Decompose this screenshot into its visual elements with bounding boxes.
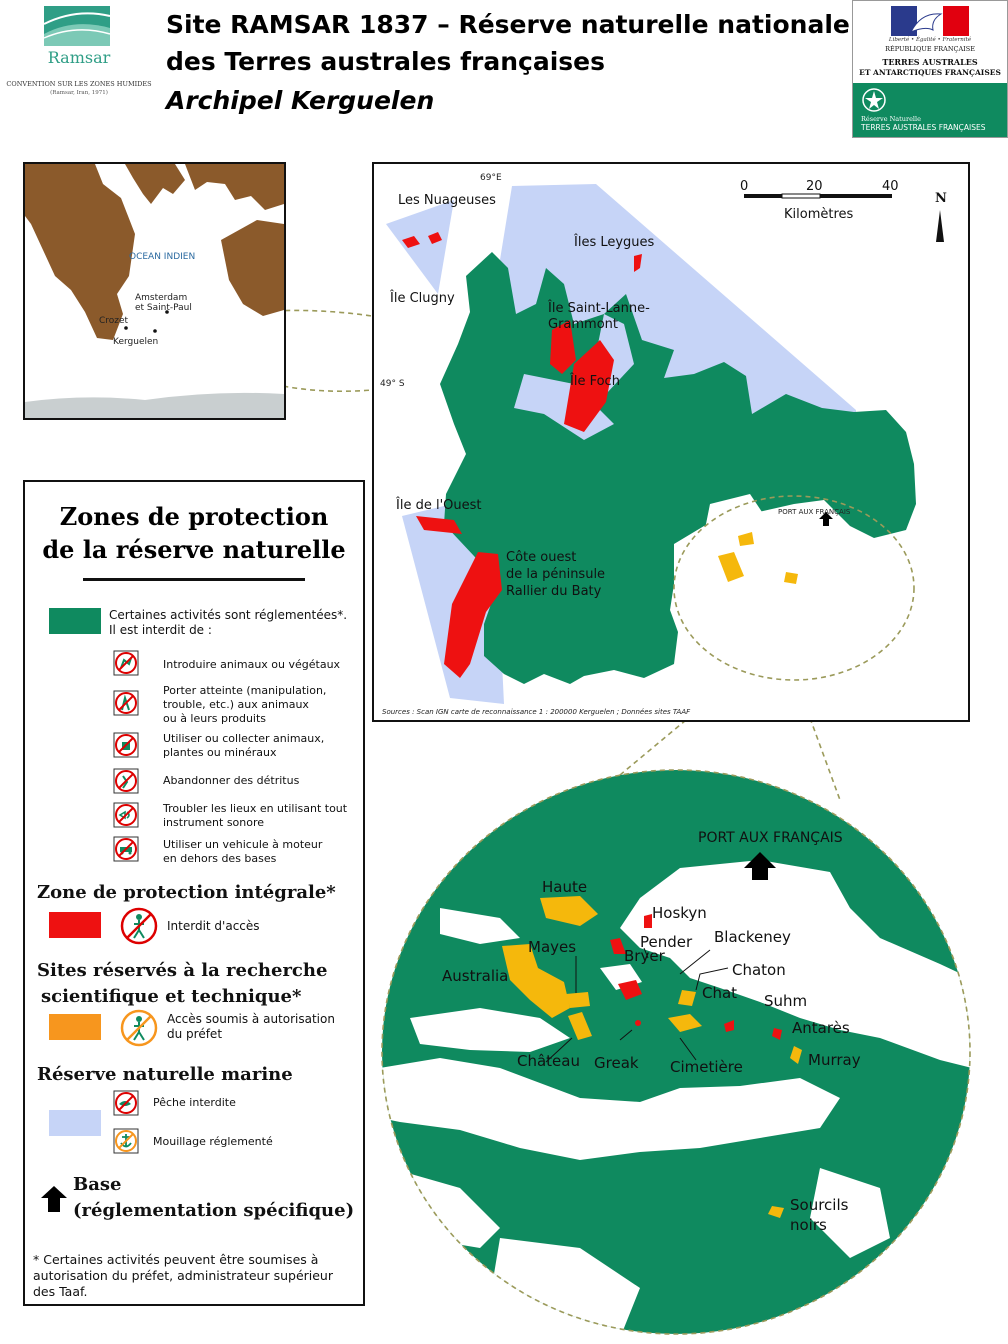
zone-greak [635, 1020, 641, 1026]
taaf-republic: RÉPUBLIQUE FRANÇAISE [885, 45, 975, 53]
legend-title-line2: de la réserve naturelle [42, 535, 346, 564]
svg-text:N: N [935, 191, 947, 206]
label-cote-1: Côte ouest [506, 550, 577, 565]
prohibition-6-line1: Utiliser un vehicule à moteur [163, 838, 323, 851]
label-suhm: Suhm [764, 992, 808, 1010]
legend-title-rule [83, 578, 305, 581]
page-title-line3: Archipel Kerguelen [166, 86, 435, 115]
footnote-line3: des Taaf. [33, 1284, 88, 1299]
page-title-line1: Site RAMSAR 1837 – Réserve naturelle nationale [166, 10, 850, 39]
base-title-2: (réglementation spécifique) [73, 1200, 355, 1221]
research-text-1: Accès soumis à autorisation [167, 1012, 335, 1026]
research-title-1: Sites réservés à la recherche [37, 960, 328, 981]
label-saint-lanne-2: Grammont [548, 317, 619, 332]
taaf-reserve-line1: Réserve Naturelle [861, 115, 921, 123]
place-amsterdam: Amsterdam [135, 293, 188, 303]
place-saint-paul: et Saint-Paul [135, 303, 192, 313]
anchoring-icon [113, 1128, 139, 1154]
main-map [372, 162, 970, 722]
label-mayes: Mayes [528, 938, 577, 956]
ocean-label: OCEAN INDIEN [129, 252, 196, 262]
label-saint-lanne-1: Île Saint-Lanne- [548, 301, 650, 316]
no-fishing-icon [113, 1090, 139, 1116]
label-clugny: Île Clugny [390, 291, 455, 306]
label-cote-3: Rallier du Baty [506, 584, 602, 599]
prohibition-3-line1: Utiliser ou collecter animaux, [163, 732, 325, 745]
prohibition-2-line2: trouble, etc.) aux animaux [163, 698, 309, 711]
label-antares: Antarès [792, 1019, 850, 1037]
ramsar-sub: (Ramsar, Iran, 1971) [50, 90, 108, 96]
page-title-line2: des Terres australes françaises [166, 47, 605, 76]
lat-label: 49° S [380, 379, 405, 389]
svg-text:0: 0 [740, 179, 749, 194]
integral-text: Interdit d'accès [167, 919, 260, 933]
label-chaton: Chaton [732, 961, 786, 979]
label-blackeney: Blackeney [714, 928, 791, 946]
label-hoskyn: Hoskyn [652, 904, 707, 922]
inset-map-canvas [25, 164, 284, 418]
ramsar-caption: CONVENTION SUR LES ZONES HUMIDES [6, 80, 152, 88]
map-sources: Sources : Scan IGN carte de reconnaissance 1 : 200000 Kerguelen ; Données sites TAAF [382, 708, 691, 716]
marine-text-2: Mouillage réglementé [153, 1135, 273, 1148]
no-disturb-icon [113, 690, 139, 716]
label-murray: Murray [808, 1051, 861, 1069]
label-chat: Chat [702, 984, 738, 1002]
no-vehicle-icon [113, 836, 139, 862]
main-map-canvas [374, 164, 968, 720]
restricted-access-icon [119, 1008, 159, 1048]
taaf-reserve-line2: TERRES AUSTRALES FRANÇAISES [861, 123, 986, 132]
detail-map-canvas [380, 768, 972, 1338]
label-australia: Australia [442, 967, 509, 985]
research-title-2: scientifique et technique* [41, 986, 302, 1007]
label-ile-ouest: Île de l'Ouest [396, 498, 482, 513]
footnote-line2: autorisation du préfet, administrateur supérieur [33, 1268, 333, 1283]
place-crozet: Crozet [99, 316, 129, 326]
label-cote-2: de la péninsule [506, 567, 606, 582]
base-legend-icon [39, 1184, 69, 1214]
swatch-integral [49, 912, 101, 938]
prohibition-4-line1: Abandonner des détritus [163, 774, 300, 787]
prohibition-6-line2: en dehors des bases [163, 852, 277, 865]
no-litter-icon [113, 768, 139, 794]
no-noise-icon [113, 802, 139, 828]
regulated-line2: Il est interdit de : [109, 623, 212, 637]
label-foch: Île Foch [570, 374, 620, 389]
svg-text:40: 40 [882, 179, 899, 194]
marine-text-1: Pêche interdite [153, 1096, 236, 1109]
no-access-icon [119, 906, 159, 946]
label-chateau: Château [517, 1052, 580, 1070]
site-mayes [566, 992, 590, 1008]
research-text-2: du préfet [167, 1027, 223, 1041]
svg-text:20: 20 [806, 179, 823, 194]
label-pender: Pender [640, 933, 693, 951]
prohibition-5-line2: instrument sonore [163, 816, 265, 829]
legend-title-line1: Zones de protection [59, 502, 329, 531]
ramsar-name: Ramsar [47, 48, 111, 67]
prohibition-3-line2: plantes ou minéraux [163, 746, 277, 759]
detail-port-label: PORT AUX FRANÇAIS [698, 830, 843, 846]
detail-land [382, 770, 970, 1334]
swatch-marine [49, 1110, 101, 1136]
svg-text:Kilomètres: Kilomètres [784, 207, 854, 222]
prohibition-5-line1: Troubler les lieux en utilisant tout [163, 802, 348, 815]
legend-panel [23, 480, 365, 1306]
prohibition-2-line1: Porter atteinte (manipulation, [163, 684, 327, 697]
detail-map [380, 768, 972, 1338]
label-leygues: Îles Leygues [574, 235, 655, 250]
label-nuageuses: Les Nuageuses [398, 193, 496, 208]
prohibition-1-line1: Introduire animaux ou végétaux [163, 658, 341, 671]
integral-title: Zone de protection intégrale* [37, 882, 336, 903]
place-kerguelen: Kerguelen [113, 337, 159, 347]
lon-label: 69°E [480, 173, 502, 183]
label-bryer: Bryer [624, 947, 665, 965]
marine-title: Réserve naturelle marine [37, 1064, 293, 1085]
footnote-line1: * Certaines activités peuvent être soumises à [33, 1252, 319, 1267]
inset-map [23, 162, 286, 420]
no-introduce-icon [113, 650, 139, 676]
label-sourcils-1: Sourcils [790, 1196, 849, 1214]
taaf-org-line1: TERRES AUSTRALES [882, 57, 978, 67]
base-title-1: Base [73, 1174, 122, 1195]
label-cimetiere: Cimetière [670, 1058, 743, 1076]
label-port-small: PORT AUX FRANÇAIS [778, 508, 851, 516]
swatch-regulated [49, 608, 101, 634]
label-haute: Haute [542, 878, 588, 896]
no-collect-icon [113, 732, 139, 758]
zone-hoskyn [644, 914, 652, 928]
label-greak: Greak [594, 1054, 639, 1072]
taaf-org-line2: ET ANTARCTIQUES FRANÇAISES [859, 68, 1001, 77]
label-sourcils-2: noirs [790, 1216, 827, 1234]
regulated-line1: Certaines activités sont réglementées*. [109, 608, 348, 622]
prohibition-2-line3: ou à leurs produits [163, 712, 267, 725]
taaf-motto: Liberté • Égalité • Fraternité [888, 37, 972, 43]
swatch-research [49, 1014, 101, 1040]
